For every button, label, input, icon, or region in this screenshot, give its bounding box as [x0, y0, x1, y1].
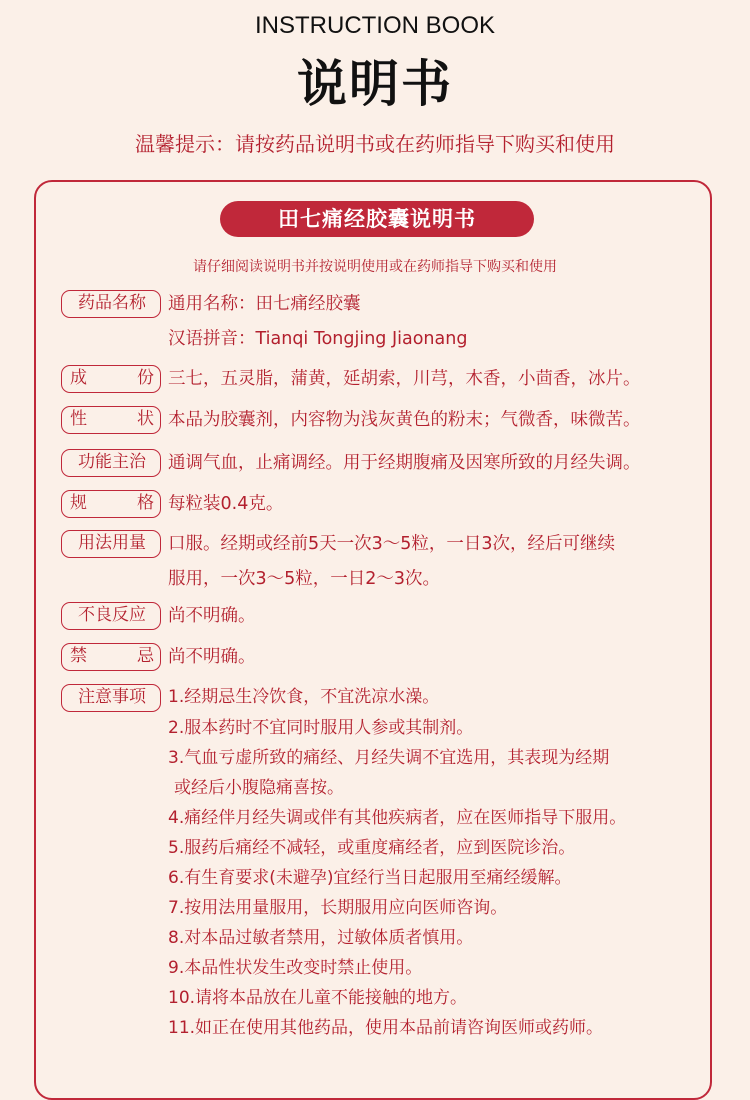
pinyin-name: 汉语拼音：Tianqi Tongjing Jiaonang	[168, 329, 468, 349]
note-item: 9.本品性状发生改变时禁止使用。	[168, 958, 423, 978]
card-title: 田七痛经胶囊说明书	[220, 201, 534, 237]
note-item: 5.服药后痛经不减轻，或重度痛经者，应到医院诊治。	[168, 838, 576, 858]
label-spec-b: 格	[137, 493, 154, 513]
label-contra-b: 忌	[137, 646, 154, 666]
usage-line-1: 口服。经期或经前5天一次3～5粒，一日3次，经后可继续	[168, 534, 616, 554]
property-text: 本品为胶囊剂，内容物为浅灰黄色的粉末；气微香，味微苦。	[168, 410, 641, 430]
label-adverse	[61, 602, 161, 630]
label-ingredients-b: 份	[137, 368, 154, 388]
card-subtitle: 请仔细阅读说明书并按说明使用或在药师指导下购买和使用	[193, 259, 557, 275]
title-cn: 说明书	[297, 55, 453, 113]
function-text: 通调气血，止痛调经。用于经期腹痛及因寒所致的月经失调。	[168, 453, 641, 473]
note-item: 10.请将本品放在儿童不能接触的地方。	[168, 988, 468, 1008]
note-item: 4.痛经伴月经失调或伴有其他疾病者，应在医师指导下服用。	[168, 808, 627, 828]
label-contraindications	[61, 643, 161, 671]
note-item: 6.有生育要求(未避孕)宜经行当日起服用至痛经缓解。	[168, 868, 572, 888]
label-property-b: 状	[137, 409, 154, 429]
label-function	[61, 449, 161, 477]
label-usage	[61, 530, 161, 558]
note-item: 1.经期忌生冷饮食，不宜洗凉水澡。	[168, 687, 440, 707]
usage-line-2: 服用，一次3～5粒，一日2～3次。	[168, 569, 441, 589]
label-property-a: 性	[70, 409, 87, 429]
warm-tip: 温馨提示：请按药品说明书或在药师指导下购买和使用	[135, 132, 615, 156]
label-notes	[61, 684, 161, 712]
note-item: 2.服本药时不宜同时服用人参或其制剂。	[168, 718, 474, 738]
label-usage-text: 用法用量	[78, 533, 146, 553]
label-notes-text: 注意事项	[78, 687, 146, 707]
label-drug-name	[61, 290, 161, 318]
label-drug-name-text: 药品名称	[78, 293, 146, 313]
label-adverse-text: 不良反应	[78, 605, 146, 625]
contra-text: 尚不明确。	[168, 647, 256, 667]
label-property	[61, 406, 161, 434]
note-item: 3.气血亏虚所致的痛经、月经失调不宜选用，其表现为经期	[168, 748, 610, 768]
generic-name: 通用名称：田七痛经胶囊	[168, 294, 361, 314]
label-spec	[61, 490, 161, 518]
label-function-text: 功能主治	[78, 452, 146, 472]
note-item: 8.对本品过敏者禁用，过敏体质者慎用。	[168, 928, 474, 948]
label-ingredients-a: 成	[70, 368, 87, 388]
ingredients-text: 三七，五灵脂，蒲黄，延胡索，川芎，木香，小茴香，冰片。	[168, 369, 641, 389]
title-en: INSTRUCTION BOOK	[254, 12, 495, 39]
note-item: 7.按用法用量服用，长期服用应向医师咨询。	[168, 898, 508, 918]
note-item: 或经后小腹隐痛喜按。	[174, 778, 344, 798]
spec-text: 每粒装0.4克。	[168, 494, 284, 514]
note-item: 11.如正在使用其他药品，使用本品前请咨询医师或药师。	[168, 1018, 604, 1038]
label-spec-a: 规	[70, 493, 87, 513]
label-ingredients	[61, 365, 161, 393]
adverse-text: 尚不明确。	[168, 606, 256, 626]
label-contra-a: 禁	[70, 646, 87, 666]
